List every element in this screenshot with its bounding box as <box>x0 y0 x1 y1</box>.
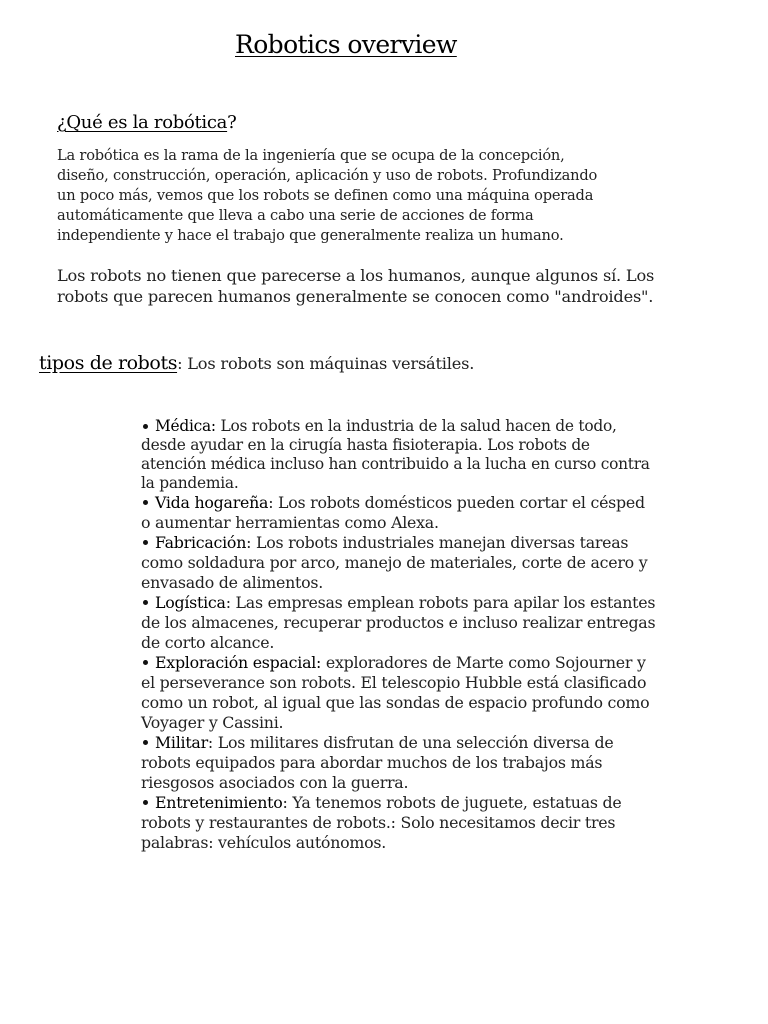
list-item-text: : Los militares disfrutan de una selección diversa de robots equipados para abordar muchos de los trabajos más riesgosos asociados con la guerra. <box>141 733 614 792</box>
list-item-term: Entretenimiento <box>155 793 283 812</box>
list-item-vida-hogarena <box>141 493 656 533</box>
section-heading-suffix: ? <box>227 112 237 133</box>
bullet-icon <box>143 500 148 505</box>
list-item-entretenimiento <box>141 793 656 853</box>
bullet-icon <box>143 660 148 665</box>
bullet-icon <box>143 540 148 545</box>
list-item-text: Los robots en la industria de la salud hacen de todo, desde ayudar en la cirugía hasta fisioterapia. Los robots de atención médica incluso han contribuido a la lucha en curso contra la pandemia. <box>141 417 650 492</box>
list-item-term: Médica: <box>155 417 216 435</box>
list-item-logistica <box>141 593 656 653</box>
list-item-term: Vida hogareña <box>155 493 269 512</box>
list-item-text: exploradores de Marte como Sojourner y el perseverance son robots. El telescopio Hubble está clasificado como un robot, al igual que las sondas de espacio profundo como Voyager y Cassini. <box>141 653 650 732</box>
robot-types-list <box>141 417 656 853</box>
list-item-text: : Los robots industriales manejan diversas tareas como soldadura por arco, manejo de materiales, corte de acero y envasado de alimentos. <box>141 533 648 592</box>
list-item-text: : Las empresas emplean robots para apilar los estantes de los almacenes, recuperar productos e incluso realizar entregas de corto alcance. <box>141 593 656 652</box>
list-item-term: Militar <box>155 733 208 752</box>
section-heading-what-is-robotics <box>57 112 236 133</box>
list-item-term: Logística <box>155 593 226 612</box>
list-item-term: Exploración espacial: <box>155 653 322 672</box>
document-title: Robotics overview <box>235 30 457 59</box>
androids-paragraph: Los robots no tienen que parecerse a los humanos, aunque algunos sí. Los robots que parecen humanos generalmente se conocen como "androides". <box>57 266 655 306</box>
types-of-robots-line <box>39 352 474 374</box>
bullet-icon <box>143 800 148 805</box>
bullet-icon <box>143 740 148 745</box>
list-item-exploracion-espacial <box>141 653 656 733</box>
list-item-text: : Los robots domésticos pueden cortar el césped o aumentar herramientas como Alexa. <box>141 493 645 532</box>
bullet-icon <box>143 600 148 605</box>
types-heading: tipos de robots <box>39 352 178 374</box>
list-item-term: Fabricación <box>155 533 247 552</box>
bullet-icon <box>143 424 148 429</box>
section-heading-text: ¿Qué es la robótica <box>57 112 228 133</box>
list-item-text: : Ya tenemos robots de juguete, estatuas de robots y restaurantes de robots.: Solo necesitamos decir tres palabras: vehículos autónomos. <box>141 793 622 852</box>
list-item-fabricacion <box>141 533 656 593</box>
types-intro: : Los robots son máquinas versátiles. <box>177 354 475 373</box>
list-item-militar <box>141 733 656 793</box>
list-item-medica <box>141 417 656 493</box>
definition-paragraph: La robótica es la rama de la ingeniería que se ocupa de la concepción, diseño, construcción, operación, aplicación y uso de robots. Profundizando un poco más, vemos que los robots se definen como una máquina operada automáticamente que lleva a cabo una serie de acciones de forma independiente y hace el trabajo que generalmente realiza un humano. <box>57 147 598 244</box>
